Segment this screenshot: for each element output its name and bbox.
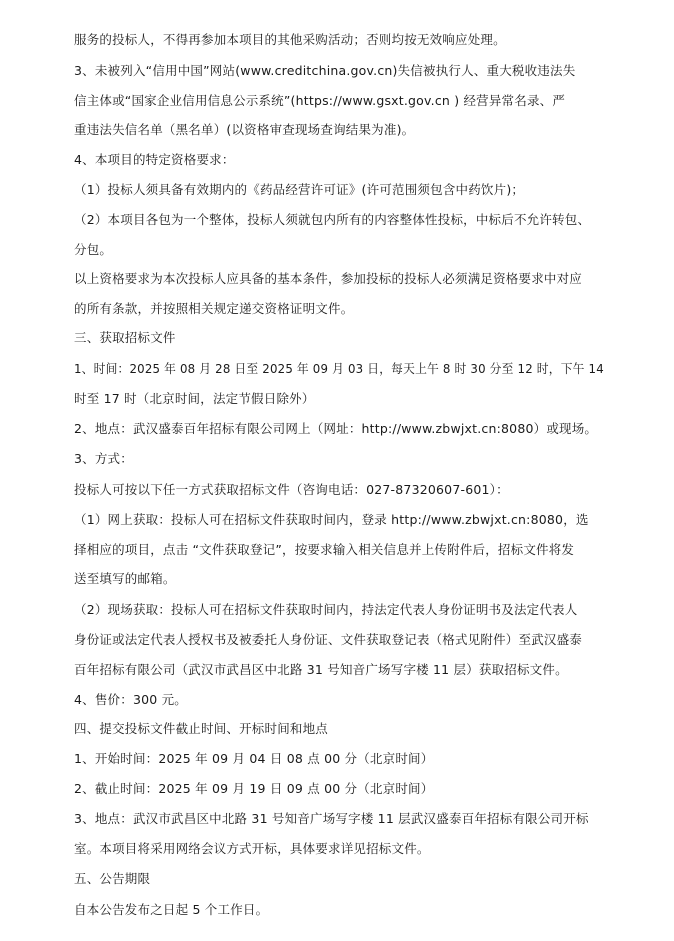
text-line: 3、方式： <box>74 451 133 466</box>
text-line: 以上资格要求为本次投标人应具备的基本条件，参加投标的投标人必须满足资格要求中对应 <box>74 271 583 286</box>
text-line: 的所有条款，并按照相关规定递交资格证明文件。 <box>74 301 354 316</box>
text-line: 1、开始时间：2025 年 09 月 04 日 08 点 00 分（北京时间） <box>74 751 434 766</box>
text-line: 3、地点：武汉市武昌区中北路 31 号知音广场写字楼 11 层武汉盛泰百年招标有限公司开标 <box>74 811 589 826</box>
section-heading: 4、本项目的特定资格要求： <box>74 152 235 167</box>
text-line: （1）网上获取：投标人可在招标文件获取时间内，登录 http://www.zbwjxt.cn:8080，选 <box>74 512 589 527</box>
text-line: 百年招标有限公司（武汉市武昌区中北路 31 号知音广场写字楼 11 层）获取招标文件。 <box>74 662 568 677</box>
text-line: 分包。 <box>74 242 113 257</box>
text-line: 室。本项目将采用网络会议方式开标，具体要求详见招标文件。 <box>74 841 430 856</box>
text-line: 信主体或“国家企业信用信息公示系统”(https://www.gsxt.gov.cn ) 经营异常名录、严 <box>74 93 566 108</box>
text-line: 4、售价：300 元。 <box>74 692 187 707</box>
text-line: 服务的投标人，不得再参加本项目的其他采购活动；否则均按无效响应处理。 <box>74 32 506 47</box>
text-line: （2）本项目各包为一个整体，投标人须就包内所有的内容整体性投标，中标后不允许转包、 <box>74 212 591 227</box>
text-line: 2、截止时间：2025 年 09 月 19 日 09 点 00 分（北京时间） <box>74 781 434 796</box>
text-line: 1、时间：2025 年 08 月 28 日至 2025 年 09 月 03 日，每天上午 8 时 30 分至 12 时，下午 14 <box>74 361 604 376</box>
text-line: 自本公告发布之日起 5 个工作日。 <box>74 902 269 917</box>
text-line: 3、未被列入“信用中国”网站(www.creditchina.gov.cn)失信被执行人、重大税收违法失 <box>74 63 576 78</box>
section-heading: 五、公告期限 <box>74 871 151 886</box>
text-line: 2、地点：武汉盛泰百年招标有限公司网上（网址：http://www.zbwjxt.cn:8080）或现场。 <box>74 421 598 436</box>
section-heading: 四、提交投标文件截止时间、开标时间和地点 <box>74 721 329 736</box>
text-line: 择相应的项目，点击 “文件获取登记”，按要求输入相关信息并上传附件后，招标文件将发 <box>74 542 575 557</box>
text-line: （1）投标人须具备有效期内的《药品经营许可证》(许可范围须包含中药饮片)； <box>74 182 525 197</box>
text-line: 重违法失信名单（黑名单）(以资格审查现场查询结果为准)。 <box>74 122 415 137</box>
text-line: （2）现场获取：投标人可在招标文件获取时间内，持法定代表人身份证明书及法定代表人 <box>74 602 578 617</box>
text-line: 身份证或法定代表人授权书及被委托人身份证、文件获取登记表（格式见附件）至武汉盛泰 <box>74 632 583 647</box>
section-heading: 三、获取招标文件 <box>74 330 176 345</box>
text-line: 时至 17 时（北京时间，法定节假日除外） <box>74 391 315 406</box>
text-line: 送至填写的邮箱。 <box>74 571 176 586</box>
text-line: 投标人可按以下任一方式获取招标文件（咨询电话：027-87320607-601）： <box>74 482 509 497</box>
